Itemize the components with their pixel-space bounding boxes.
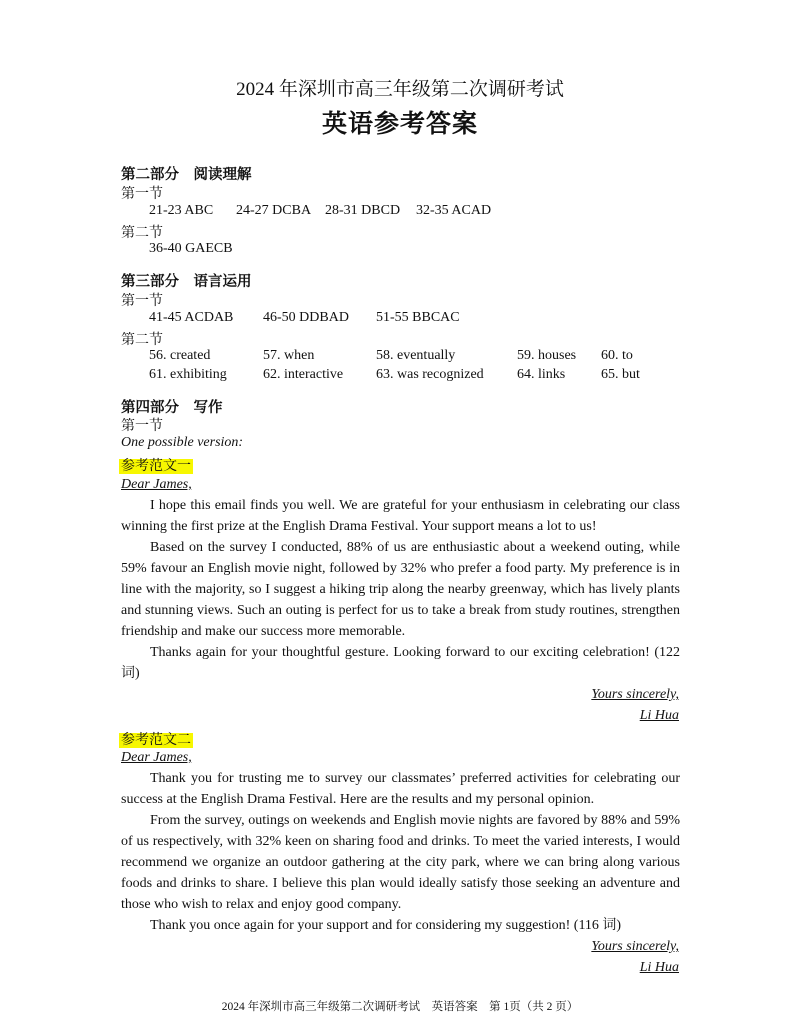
answer-57: 57. when bbox=[263, 348, 315, 363]
part3-heading: 第三部分 语言运用 bbox=[121, 274, 252, 290]
answer-65: 65. but bbox=[601, 367, 640, 382]
essay1-greeting: Dear James, bbox=[121, 477, 192, 492]
answer-36-40: 36-40 GAECB bbox=[149, 241, 233, 256]
essay1-paragraph3: Thanks again for your thoughtful gesture. Looking forward to our exciting celebration! (122 词) bbox=[121, 645, 680, 681]
answer-key-title: 英语参考答案 bbox=[321, 111, 478, 138]
answer-63: 63. was recognized bbox=[376, 367, 484, 382]
part2-section2-label: 第二节 bbox=[121, 226, 163, 241]
answer-28-31: 28-31 DBCD bbox=[325, 203, 401, 218]
essay1-label-text: 参考范文一 bbox=[121, 459, 191, 474]
essay1-signature: Li Hua bbox=[639, 708, 679, 723]
essay1-paragraph1: I hope this email finds you well. We are grateful for your enthusiasm in celebrating our class winning the first prize at the English Drama Festival. Your support means a lot to us! bbox=[121, 498, 680, 534]
answer-62: 62. interactive bbox=[263, 367, 344, 382]
answer-56: 56. created bbox=[149, 348, 211, 363]
answer-32-35: 32-35 ACAD bbox=[416, 203, 492, 218]
page-footer: 2024 年深圳市高三年级第二次调研考试 英语答案 第 1页（共 2 页） bbox=[221, 1001, 579, 1013]
answer-60: 60. to bbox=[601, 348, 633, 363]
answer-46-50: 46-50 DDBAD bbox=[263, 310, 349, 325]
answer-64: 64. links bbox=[517, 367, 566, 382]
part3-section1-label: 第一节 bbox=[121, 294, 163, 309]
exam-title: 2024 年深圳市高三年级第二次调研考试 bbox=[236, 79, 564, 100]
essay1-closing: Yours sincerely, bbox=[591, 687, 679, 702]
essay2-greeting: Dear James, bbox=[121, 750, 192, 765]
part2-section1-label: 第一节 bbox=[121, 187, 163, 202]
part2-heading: 第二部分 阅读理解 bbox=[121, 167, 252, 183]
answer-58: 58. eventually bbox=[376, 348, 456, 363]
answer-51-55: 51-55 BBCAC bbox=[376, 310, 460, 325]
essay2-paragraph3: Thank you once again for your support and for considering my suggestion! (116 词) bbox=[150, 918, 622, 933]
essay2-closing: Yours sincerely, bbox=[591, 939, 679, 954]
essay2-paragraph2: From the survey, outings on weekends and English movie nights are favored by 88% and 59% of us respectively, with 32% keen on sharing food and drinks. To meet the varied interests, I would recommend we organize an outdoor gathering at the city park, where we can bring along various foods and drinks to share. I believe this plan would ideally satisfy those seeking an adventure and those who wish to relax and enjoy good company. bbox=[121, 813, 680, 912]
essay1-label bbox=[119, 455, 193, 475]
essay2-paragraph1: Thank you for trusting me to survey our classmates’ preferred activities for celebrating our success at the English Drama Festival. Here are the results and my personal opinion. bbox=[121, 771, 680, 807]
essay2-label bbox=[119, 729, 193, 749]
answer-61: 61. exhibiting bbox=[149, 367, 227, 382]
version-note: One possible version: bbox=[121, 435, 244, 450]
part3-section2-label: 第二节 bbox=[121, 333, 163, 348]
part4-heading: 第四部分 写作 bbox=[121, 400, 223, 416]
essay2-signature: Li Hua bbox=[639, 960, 679, 975]
part4-section1-label: 第一节 bbox=[121, 419, 163, 434]
answer-21-23: 21-23 ABC bbox=[149, 203, 214, 218]
answer-41-45: 41-45 ACDAB bbox=[149, 310, 234, 325]
answer-59: 59. houses bbox=[517, 348, 577, 363]
essay2-label-text: 参考范文二 bbox=[121, 733, 191, 748]
essay1-paragraph2: Based on the survey I conducted, 88% of us are enthusiastic about a weekend outing, while 59% favour an English movie night, followed by 32% who prefer a food party. My preference is in line with the majority, so I suggest a hiking trip along the nearby greenway, which has lively plants and stunning views. Such an outing is perfect for us to take a break from study routines, strengthen friendship and make our success more memorable. bbox=[121, 540, 680, 639]
answer-24-27: 24-27 DCBA bbox=[236, 203, 312, 218]
